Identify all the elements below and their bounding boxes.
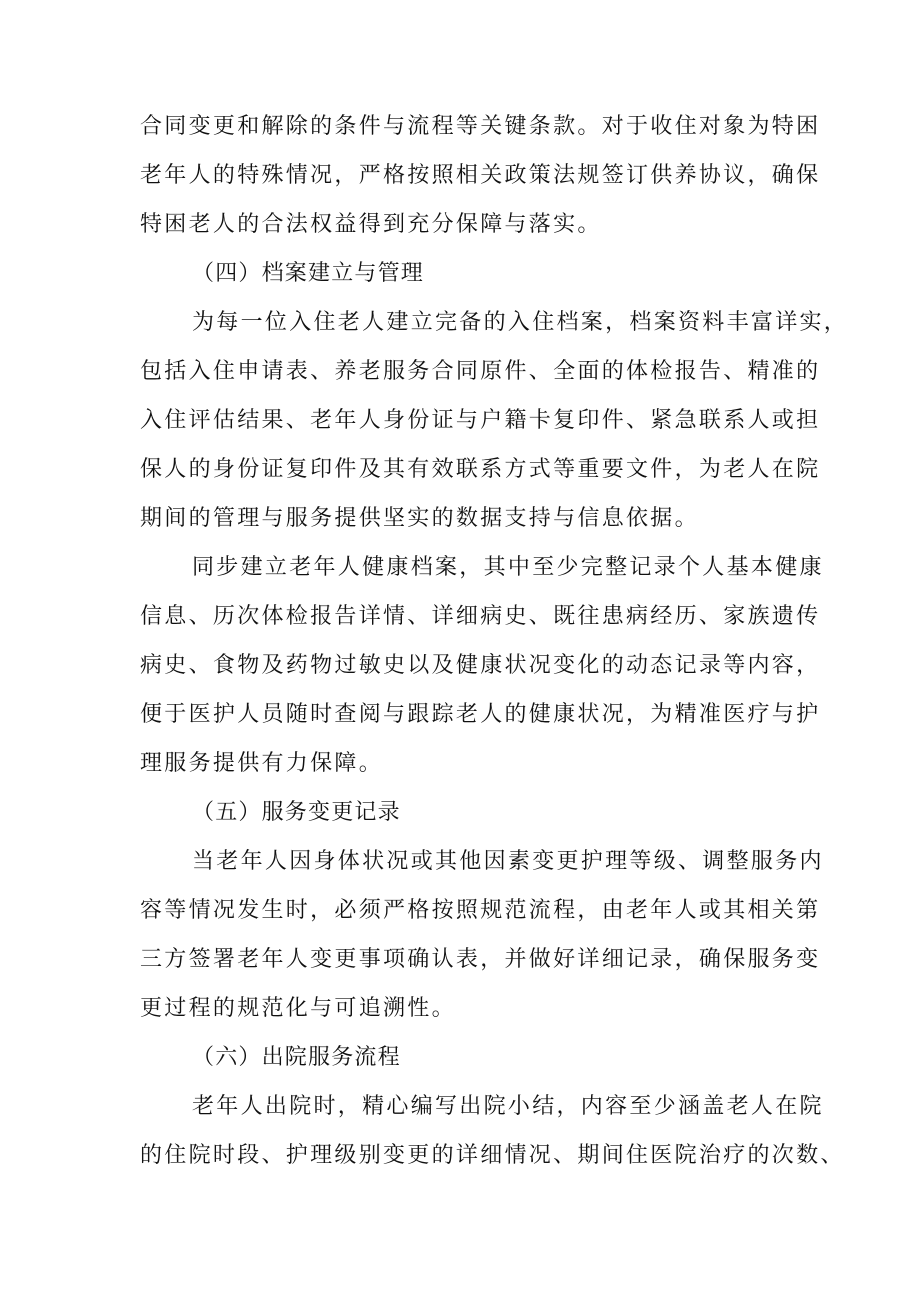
body-line: 理服务提供有力保障。: [140, 751, 384, 776]
section-heading-archives: （四）档案建立与管理: [192, 261, 425, 286]
body-line: 便于医护人员随时查阅与跟踪老人的健康状况，为精准医疗与护: [140, 702, 821, 727]
body-line: 入住评估结果、老年人身份证与户籍卡复印件、紧急联系人或担: [140, 408, 821, 433]
body-line: 当老年人因身体状况或其他因素变更护理等级、调整服务内: [192, 849, 824, 874]
section-heading-discharge: （六）出院服务流程: [192, 1045, 401, 1070]
body-line: 容等情况发生时，必须严格按照规范流程，由老年人或其相关第: [140, 898, 821, 923]
body-line: 老年人出院时，精心编写出院小结，内容至少涵盖老人在院: [192, 1094, 824, 1119]
body-line: 更过程的规范化与可追溯性。: [140, 996, 456, 1021]
body-line: 为每一位入住老人建立完备的入住档案，档案资料丰富详实，: [192, 310, 849, 335]
body-line: 包括入住申请表、养老服务合同原件、全面的体检报告、精准的: [140, 359, 821, 384]
body-line: 病史、食物及药物过敏史以及健康状况变化的动态记录等内容，: [140, 653, 821, 678]
body-line: 同步建立老年人健康档案，其中至少完整记录个人基本健康: [192, 555, 824, 580]
body-line: 合同变更和解除的条件与流程等关键条款。对于收住对象为特困: [140, 114, 821, 139]
body-line: 期间的管理与服务提供坚实的数据支持与信息依据。: [140, 506, 699, 531]
body-line: 保人的身份证复印件及其有效联系方式等重要文件，为老人在院: [140, 457, 821, 482]
body-line: 信息、历次体检报告详情、详细病史、既往患病经历、家族遗传: [140, 604, 821, 629]
body-line: 的住院时段、护理级别变更的详细情况、期间住医院治疗的次数、: [140, 1143, 845, 1168]
body-line: 三方签署老年人变更事项确认表，并做好详细记录，确保服务变: [140, 947, 821, 972]
body-line: 老年人的特殊情况，严格按照相关政策法规签订供养协议，确保: [140, 163, 821, 188]
body-line: 特困老人的合法权益得到充分保障与落实。: [140, 212, 602, 237]
section-heading-service-change: （五）服务变更记录: [192, 800, 401, 825]
